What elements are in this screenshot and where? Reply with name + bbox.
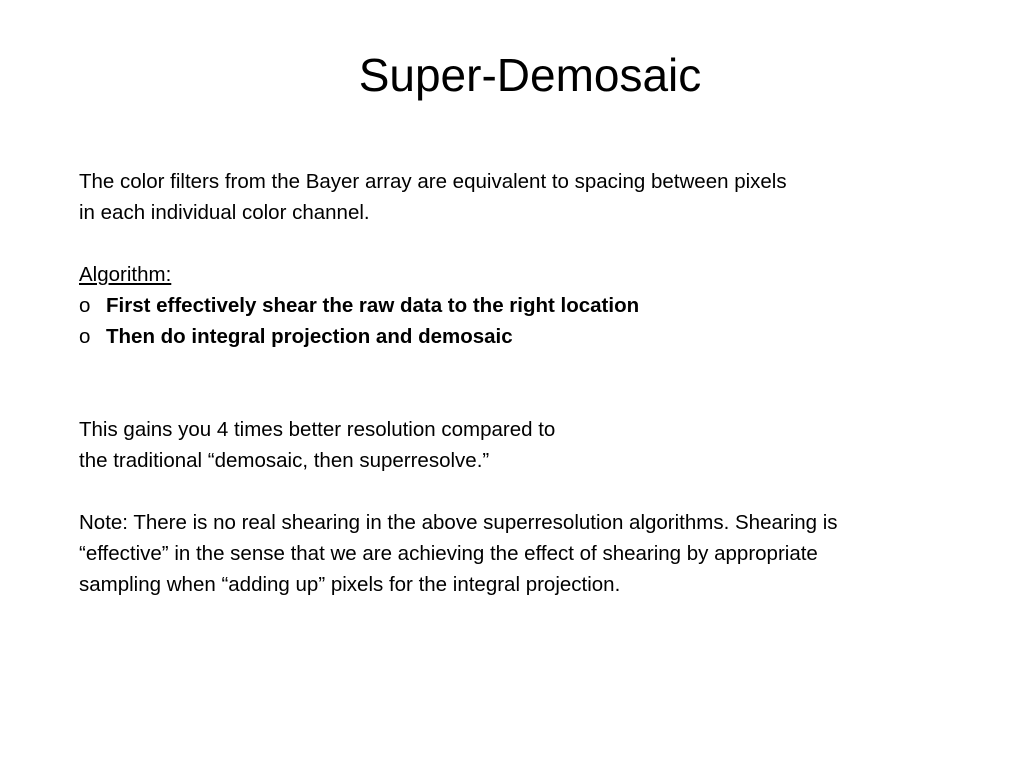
- gain-paragraph: [79, 414, 979, 476]
- slide-title: Super-Demosaic: [358, 49, 702, 101]
- spacer: [79, 352, 979, 414]
- spacer: [79, 476, 979, 507]
- note-line-3: sampling when “adding up” pixels for the integral projection.: [79, 573, 621, 596]
- intro-line-1: The color filters from the Bayer array are equivalent to spacing between pixels: [79, 170, 787, 193]
- algorithm-step-1: [79, 290, 979, 321]
- note-paragraph: [79, 507, 979, 600]
- note-line-2: “effective” in the sense that we are achieving the effect of shearing by appropriate: [79, 542, 818, 565]
- intro-line-2: in each individual color channel.: [79, 201, 370, 224]
- bullet-marker-icon: o: [79, 294, 91, 317]
- slide-body: [79, 166, 979, 600]
- algorithm-heading: Algorithm:: [79, 263, 172, 286]
- gain-line-1: This gains you 4 times better resolution compared to: [79, 418, 556, 441]
- gain-line-2: the traditional “demosaic, then superresolve.”: [79, 449, 490, 472]
- algorithm-step-text: First effectively shear the raw data to the right location: [106, 294, 640, 317]
- spacer: [79, 228, 979, 259]
- intro-paragraph: [79, 166, 979, 228]
- algorithm-section: [79, 259, 979, 352]
- bullet-marker-icon: o: [79, 325, 91, 348]
- algorithm-step-2: [79, 321, 979, 352]
- note-line-1: Note: There is no real shearing in the above superresolution algorithms. Shearing is: [79, 511, 838, 534]
- algorithm-step-text: Then do integral projection and demosaic: [106, 325, 513, 348]
